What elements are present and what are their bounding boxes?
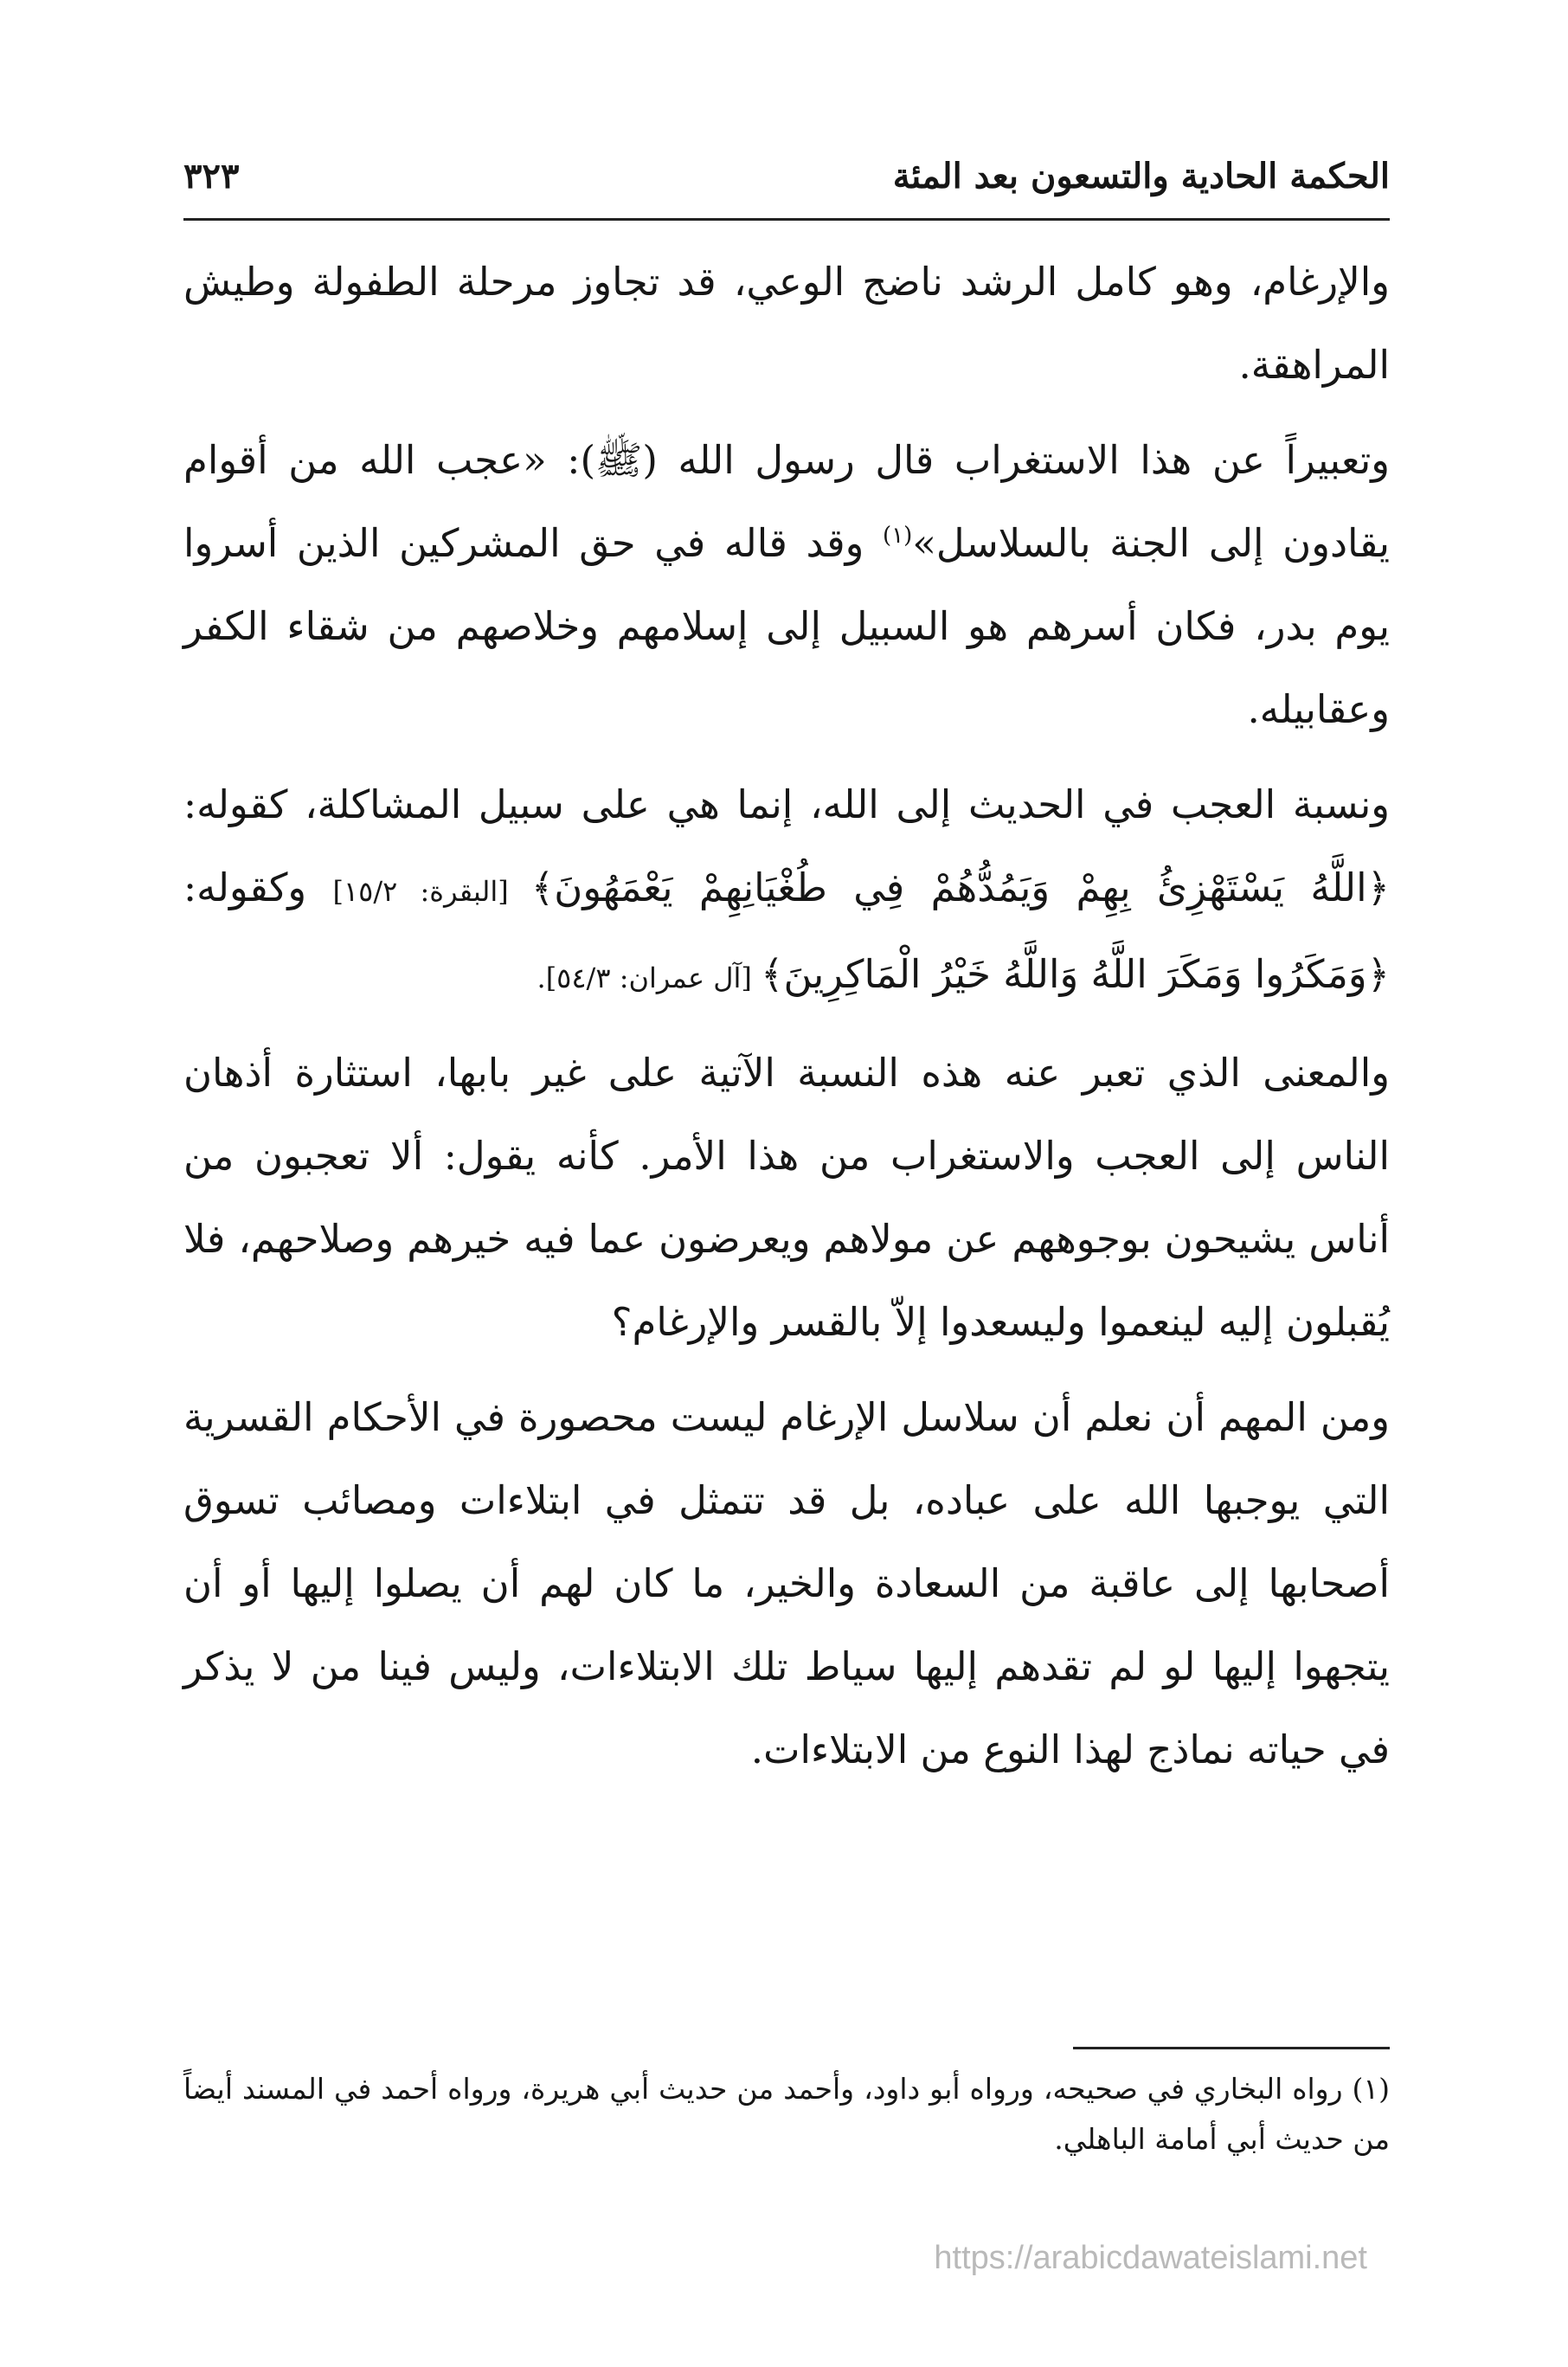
verse-reference-1: [البقرة: ١٥/٢] bbox=[332, 875, 531, 908]
header-divider bbox=[183, 218, 1390, 221]
main-text bbox=[183, 241, 1390, 1804]
paragraph-1: والإرغام، وهو كامل الرشد ناضج الوعي، قد تجاوز مرحلة الطفولة وطيش المراهقة. bbox=[183, 259, 1390, 388]
paragraph-3 bbox=[183, 763, 1390, 1019]
paragraph-2-intro: وتعبيراً عن هذا الاستغراب قال رسول الله (ﷺ): bbox=[546, 437, 1390, 483]
paragraph-4: والمعنى الذي تعبر عنه هذه النسبة الآتية على غير بابها، استثارة أذهان الناس إلى العجب والاستغراب من هذا الأمر. كأنه يقول: ألا تعجبون من أناس يشيحون بوجوههم عن مولاهم ويعرضون عما فيه خيرهم وصلاحهم، فلا يُقبلون إليه لينعموا وليسعدوا إلاّ بالقسر والإرغام؟ bbox=[183, 1050, 1390, 1345]
page-header bbox=[183, 145, 1390, 206]
footnote-marker: (١) bbox=[883, 523, 913, 549]
verse-reference-2: [آل عمران: ٥٤/٣]. bbox=[537, 962, 762, 994]
footnotes bbox=[183, 2064, 1390, 2164]
hadith-quote: «عجب الله من أقوام يقادون إلى الجنة بالسلاسل» bbox=[183, 437, 1390, 566]
page-title: الحكمة الحادية والتسعون بعد المئة bbox=[892, 155, 1390, 196]
paragraph-5: ومن المهم أن نعلم أن سلاسل الإرغام ليست محصورة في الأحكام القسرية التي يوجبها الله على عباده، بل قد تتمثل في ابتلاءات ومصائب تسوق أصحابها إلى عاقبة من السعادة والخير، ما كان لهم أن يصلوا إليها أو أن يتجهوا إليها لو لم تقدهم إليها سياط تلك الابتلاءات، وليس فينا من لا يذكر في حياته نماذج لهذا النوع من الابتلاءات. bbox=[183, 1394, 1390, 1772]
paragraph-2 bbox=[183, 419, 1390, 751]
page-number: ٣٢٣ bbox=[183, 155, 240, 196]
paragraph-3-connector: وكقوله: bbox=[183, 865, 333, 910]
paragraph-2-rest: وقد قاله في حق المشركين الذين أسروا يوم بدر، فكان أسرهم هو السبيل إلى إسلامهم وخلاصهم من شقاء الكفر وعقابيله. bbox=[183, 520, 1390, 732]
watermark-url: https://arabicdawateislami.net bbox=[934, 2240, 1367, 2276]
quran-verse-2: ﴿وَمَكَرُوا وَمَكَرَ اللَّهُ وَاللَّهُ خَيْرُ الْمَاكِرِينَ﴾ bbox=[761, 951, 1390, 997]
footnote-divider bbox=[1073, 2047, 1390, 2049]
quran-verse-1: ﴿اللَّهُ يَسْتَهْزِئُ بِهِمْ وَيَمُدُّهُمْ فِي طُغْيَانِهِمْ يَعْمَهُونَ﴾ bbox=[530, 865, 1391, 910]
paragraph-3-intro: ونسبة العجب في الحديث إلى الله، إنما هي على سبيل المشاكلة، كقوله: bbox=[183, 781, 1390, 827]
footnote-1: (١) رواه البخاري في صحيحه، ورواه أبو داود، وأحمد من حديث أبي هريرة، ورواه أحمد في المسند أيضاً من حديث أبي أمامة الباهلي. bbox=[183, 2072, 1390, 2156]
